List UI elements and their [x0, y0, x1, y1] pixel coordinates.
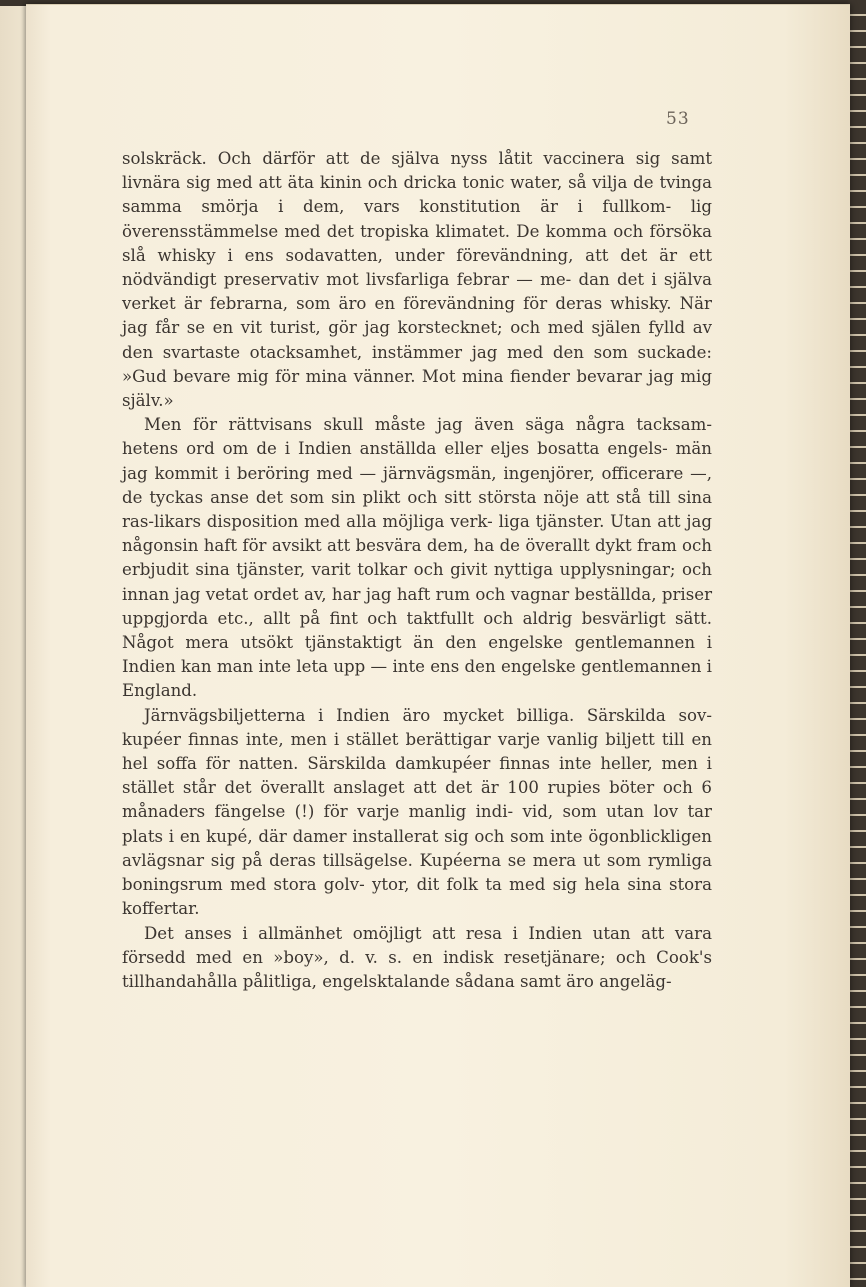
paragraph: Det anses i allmänhet omöjligt att resa i Indien utan att vara försedd med en »boy», d. v. s. en indisk resetjänare; och Cook's tillhandahålla pålitliga, engelsktalande sådana samt äro angeläg- — [122, 923, 712, 991]
page-stack-edge — [848, 0, 866, 1287]
body-text — [122, 147, 712, 994]
paragraph: solskräck. Och därför att de själva nyss låtit vaccinera sig samt livnära sig med att äta kinin och dricka tonic water, så vilja de tvinga samma smörja i dem, vars konstitution är i fullkom- lig överensstämmelse med det tropiska klimatet. De komma och försöka slå whisky i ens sodavatten, under förevändning, att det är ett nödvändigt preservativ mot livsfarliga febrar — me- dan det i själva verket är febrarna, som äro en förevändning för deras whisky. När jag får se en vit turist, gör jag korstecknet; och med själen fylld av den svartaste otacksamhet, instämmer jag med den som suckade: »Gud bevare mig för mina vänner. Mot mina fiender bevarar jag mig själv.» — [122, 149, 712, 411]
page-number: 53 — [666, 109, 690, 129]
paragraph: Men för rättvisans skull måste jag även säga några tacksam- hetens ord om de i Indien anställda eller eljes bosatta engels- män jag kommit i beröring med — järnvägsmän, ingenjörer, officerare —, de tyckas anse det som sin plikt och sitt största nöje att stå till sina ras-likars disposition med alla möjliga verk- liga tjänster. Utan att jag någonsin haft för avsikt att besvära dem, ha de överallt dykt fram och erbjudit sina tjänster, varit tolkar och givit nyttiga upplysningar; och innan jag vetat ordet av, har jag haft rum och vagnar beställda, priser uppgjorda etc., allt på fint och taktfullt och aldrig besvärligt sätt. Något mera utsökt tjänstaktigt än den engelske gentlemannen i Indien kan man inte leta upp — inte ens den engelske gentlemannen i England. — [122, 415, 712, 701]
paragraph: Järnvägsbiljetterna i Indien äro mycket billiga. Särskilda sov- kupéer finnas inte, men i stället berättigar varje vanlig biljett till en hel soffa för natten. Särskilda damkupéer finnas inte heller, men i stället står det överallt anslaget att det är 100 rupies böter och 6 månaders fängelse (!) för varje manlig indi- vid, som utan lov tar plats i en kupé, där damer installerat sig och som inte ögonblickligen avlägsnar sig på deras tillsägelse. Kupéerna se mera ut som rymliga boningsrum med stora golv- ytor, dit folk ta med sig hela sina stora koffertar. — [122, 705, 712, 919]
book-page — [26, 4, 850, 1287]
